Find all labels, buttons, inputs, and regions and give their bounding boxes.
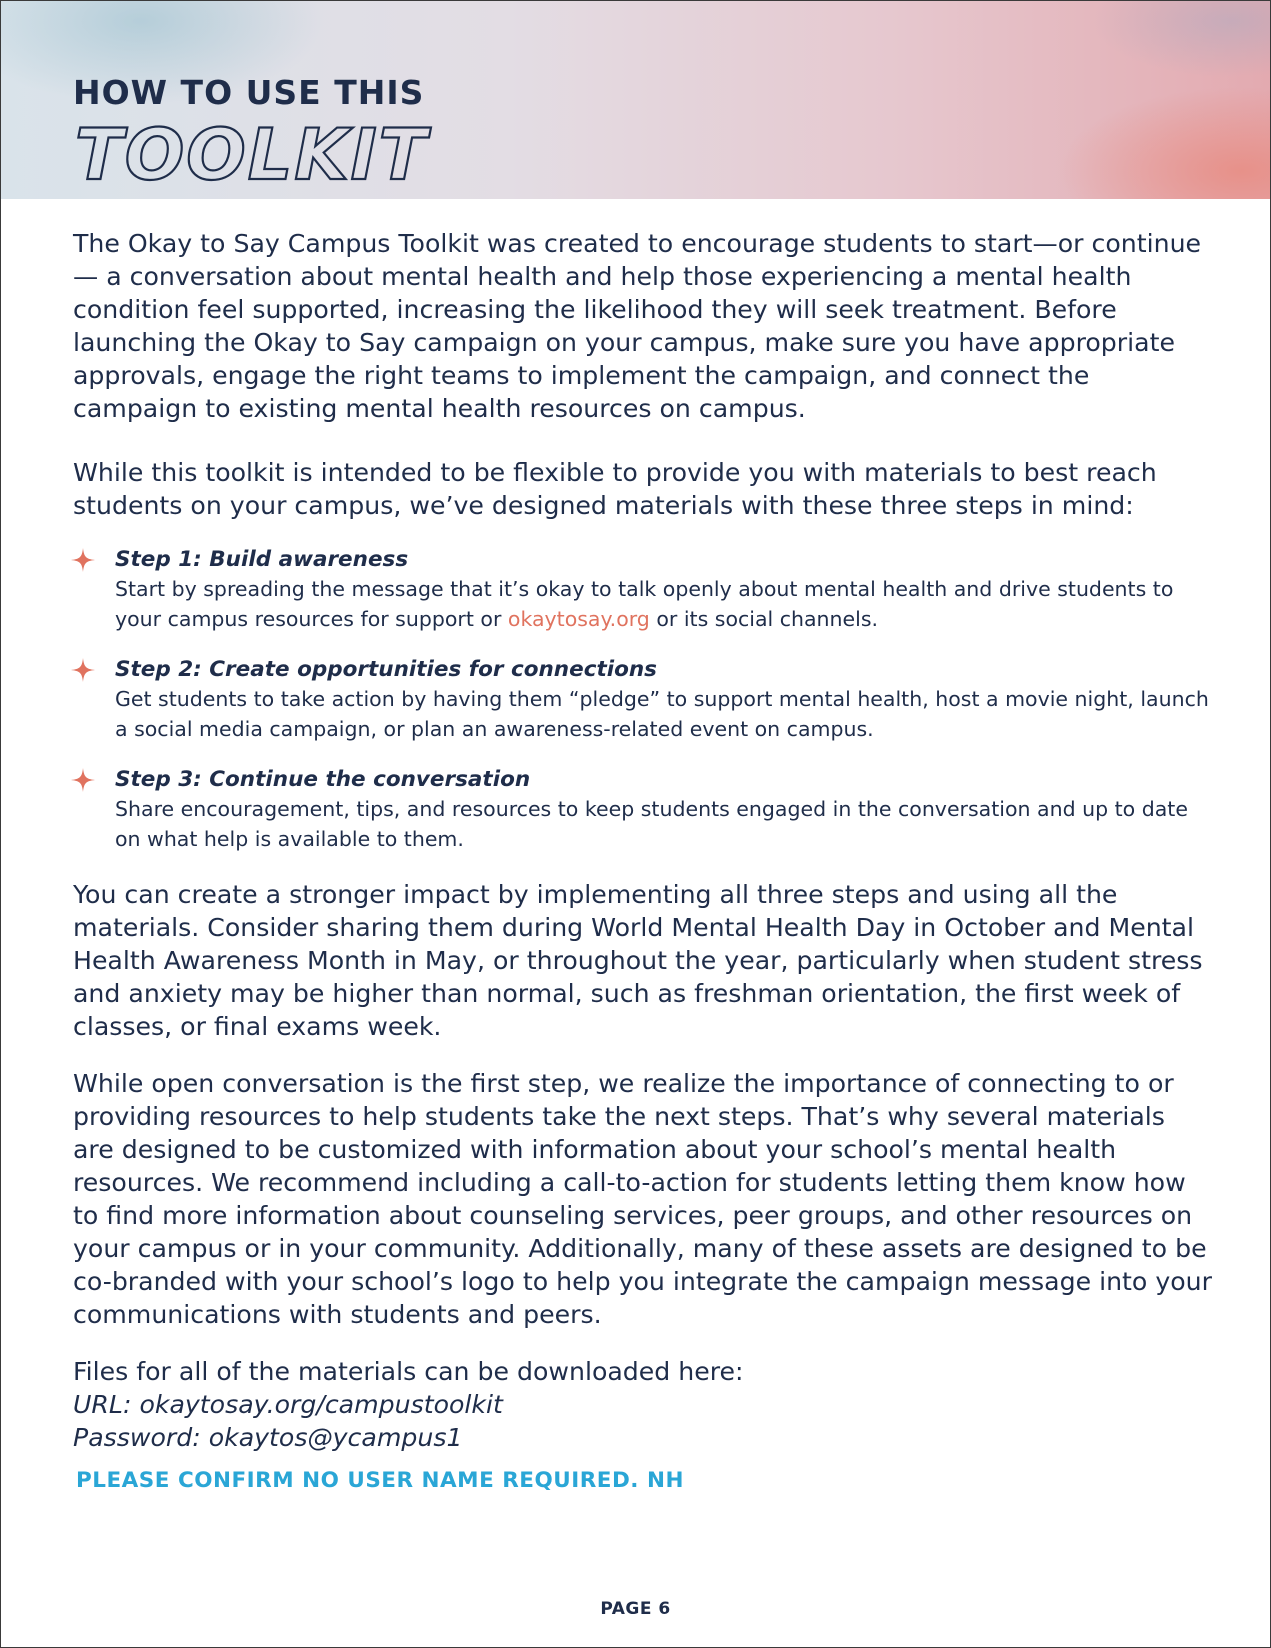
editor-note: PLEASE CONFIRM NO USER NAME REQUIRED. NH [76,1468,684,1493]
sparkle-icon [70,767,96,793]
main-content [73,227,1213,1493]
body-paragraph-4: While open conversation is the first step, we realize the importance of connecting to or providing resources to help students take the next steps. That’s why several materials are designed to be customized with information about your school’s mental health resources. We recommend including a call-to-action for students letting them know how to find more information about counseling services, peer groups, and other resources on your campus or in your community. Additionally, many of these assets are designed to be co-branded with your school’s logo to help you integrate the campaign message into your communications with students and peers. [73,1069,1212,1329]
step-1-description: Start by spreading the message that it’s okay to talk openly about mental health and drive students to your campus resources for support or okaytosay.org or its social channels. [115,577,1174,631]
step-item-1 [73,545,1213,634]
page-title-line1: HOW TO USE THIS [73,73,425,112]
sparkle-icon [70,657,96,683]
step-3-description: Share encouragement, tips, and resources to keep students engaged in the conversation and up to date on what help is available to them. [115,797,1188,851]
download-password: Password: okaytos@ycampus1 [73,1423,463,1452]
download-url[interactable]: URL: okaytosay.org/campustoolkit [73,1390,503,1419]
header-banner [1,1,1270,199]
step-2-description: Get students to take action by having them “pledge” to support mental health, host a movie night, launch a social media campaign, or plan an awareness-related event on campus. [115,687,1209,741]
intro-paragraph-1: The Okay to Say Campus Toolkit was created to encourage students to start—or continue— a conversation about mental health and help those experiencing a mental health condition feel supported, increasing the likelihood they will seek treatment. Before launching the Okay to Say campaign on your campus, make sure you have appropriate approvals, engage the right teams to implement the campaign, and connect the campaign to existing mental health resources on campus. [73,229,1202,423]
step-1-title: Step 1: Build awareness [115,547,409,572]
body-paragraph-3: You can create a stronger impact by implementing all three steps and using all the materials. Consider sharing them during World Mental Health Day in October and Mental Health Awareness Month in May, or throughout the year, particularly when student stress and anxiety may be higher than normal, such as freshman orientation, the first week of classes, or final exams week. [73,880,1203,1041]
step-item-3 [73,765,1213,854]
step-item-2 [73,655,1213,744]
sparkle-icon [70,547,96,573]
steps-list [73,545,1213,854]
step-3-title: Step 3: Continue the conversation [115,767,531,792]
files-label: Files for all of the materials can be downloaded here: [73,1357,744,1386]
intro-paragraph-2: While this toolkit is intended to be flexible to provide you with materials to best reach students on your campus, we’ve designed materials with these three steps in mind: [73,458,1157,520]
okaytosay-link[interactable]: okaytosay.org [507,606,650,631]
page-title-outline-text: TOOLKIT [75,114,429,189]
page-title-line2 [71,113,491,189]
page-number: PAGE 6 [600,1599,671,1619]
step-2-title: Step 2: Create opportunities for connections [115,657,657,682]
